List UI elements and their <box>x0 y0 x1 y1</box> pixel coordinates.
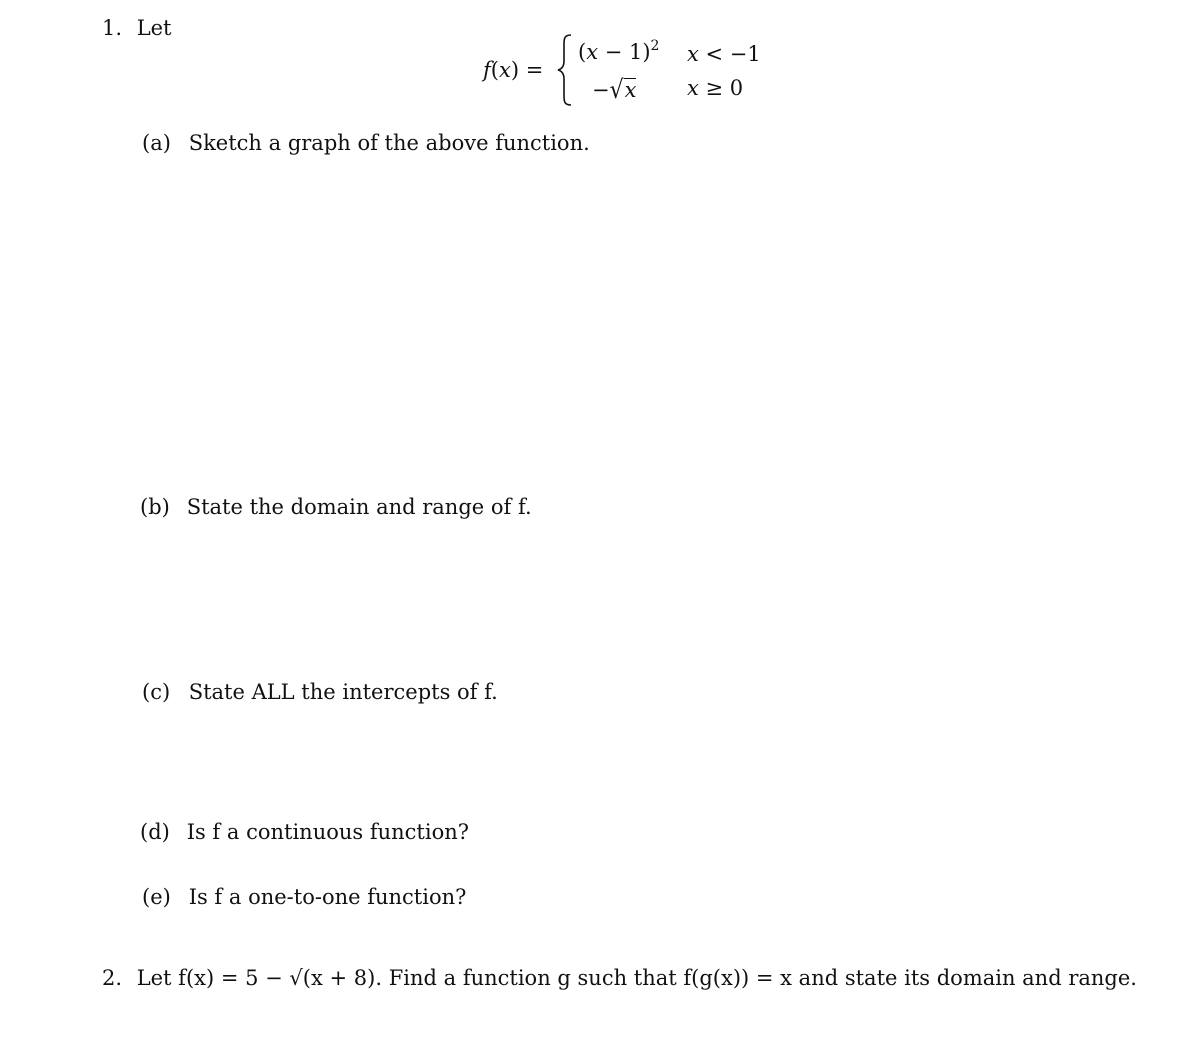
part-b-label: (b) <box>140 495 170 519</box>
question-1-intro: Let <box>136 16 172 40</box>
question-1-header <box>102 18 172 39</box>
question-2 <box>102 968 1137 989</box>
part-e-label: (e) <box>142 885 171 909</box>
part-c-text: State ALL the intercepts of f. <box>188 680 498 704</box>
part-d-text: Is f a continuous function? <box>186 820 469 844</box>
case-1-condition: x < −1 <box>687 42 761 66</box>
part-e <box>142 887 466 908</box>
part-d-label: (d) <box>140 820 170 844</box>
left-brace <box>556 33 574 107</box>
function-name: f(x) = <box>483 58 544 82</box>
part-d <box>140 822 469 843</box>
part-a <box>142 133 590 154</box>
case-1-expression: $(x - 1)^2$ <box>578 38 660 64</box>
part-c-label: (c) <box>142 680 171 704</box>
question-1-number: 1. <box>102 16 123 40</box>
part-b <box>140 497 532 518</box>
part-a-text: Sketch a graph of the above function. <box>188 131 590 155</box>
part-c <box>142 682 498 703</box>
case-2-expression: −√x <box>592 76 637 105</box>
question-2-text: Let f(x) = 5 − √(x + 8). Find a function g such that f(g(x)) = x and state its domain and range. <box>136 966 1137 990</box>
part-a-label: (a) <box>142 131 171 155</box>
part-b-text: State the domain and range of f. <box>186 495 532 519</box>
part-e-text: Is f a one-to-one function? <box>188 885 467 909</box>
question-2-number: 2. <box>102 966 123 990</box>
case-2-condition: x ≥ 0 <box>687 76 744 100</box>
